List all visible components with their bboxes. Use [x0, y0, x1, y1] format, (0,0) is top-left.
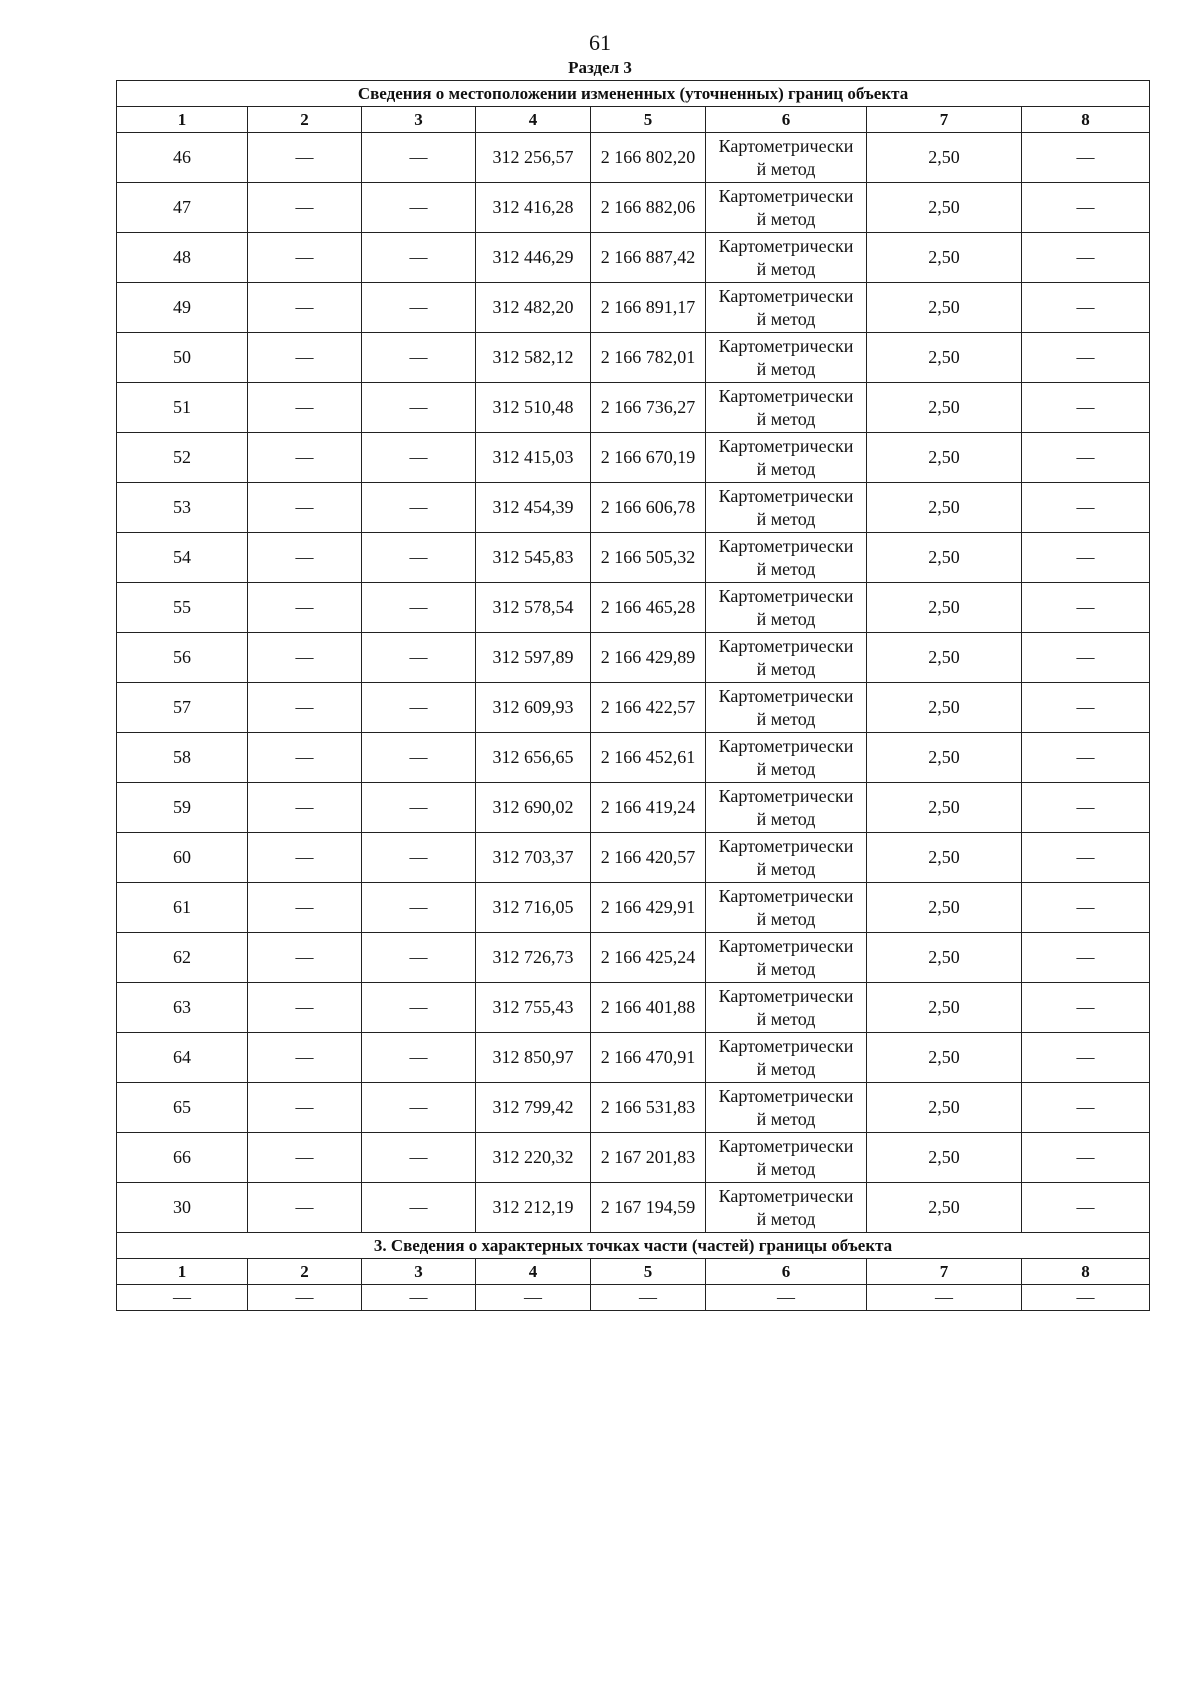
- method-cell: [706, 333, 867, 383]
- method-cell: [706, 833, 867, 883]
- point-number-cell: 59: [117, 783, 248, 833]
- column-8-cell: —: [1022, 233, 1150, 283]
- column-8-cell: —: [1022, 983, 1150, 1033]
- column-number: 5: [591, 1259, 706, 1285]
- method-line-2: й метод: [756, 908, 816, 929]
- y-coordinate-cell: 2 166 891,17: [591, 283, 706, 333]
- column-2-cell: —: [248, 733, 362, 783]
- method-cell: [706, 783, 867, 833]
- y-coordinate-cell: 2 166 401,88: [591, 983, 706, 1033]
- section-title: Раздел 3: [568, 58, 632, 77]
- table-row: [117, 583, 1150, 633]
- method-line-1: Картометрически: [718, 1035, 854, 1056]
- column-2-cell: —: [248, 983, 362, 1033]
- x-coordinate-cell: 312 545,83: [476, 533, 591, 583]
- method-cell: [706, 483, 867, 533]
- column-number: 4: [476, 1259, 591, 1285]
- table-row: [117, 783, 1150, 833]
- column-8-cell: —: [1022, 683, 1150, 733]
- table-row: [117, 1033, 1150, 1083]
- method-line-1: Картометрически: [718, 385, 854, 406]
- table-caption: 3. Сведения о характерных точках части (частей) границы объекта: [117, 1233, 1150, 1259]
- accuracy-cell: 2,50: [867, 533, 1022, 583]
- method-cell: [706, 733, 867, 783]
- table-row: [117, 883, 1150, 933]
- point-number-cell: 55: [117, 583, 248, 633]
- column-8-cell: —: [1022, 583, 1150, 633]
- column-3-cell: —: [362, 433, 476, 483]
- accuracy-cell: 2,50: [867, 333, 1022, 383]
- point-number-cell: 54: [117, 533, 248, 583]
- column-3-cell: —: [362, 983, 476, 1033]
- column-number: 5: [591, 107, 706, 133]
- column-3-cell: —: [362, 833, 476, 883]
- column-2-cell: —: [248, 583, 362, 633]
- column-3-cell: —: [362, 1083, 476, 1133]
- column-2-cell: —: [248, 1133, 362, 1183]
- accuracy-cell: 2,50: [867, 433, 1022, 483]
- column-2-cell: —: [248, 333, 362, 383]
- x-coordinate-cell: 312 220,32: [476, 1133, 591, 1183]
- column-8-cell: —: [1022, 483, 1150, 533]
- column-number: 2: [248, 107, 362, 133]
- point-number-cell: 57: [117, 683, 248, 733]
- column-3-cell: —: [362, 733, 476, 783]
- method-line-2: й метод: [756, 1008, 816, 1029]
- point-number-cell: 46: [117, 133, 248, 183]
- accuracy-cell: 2,50: [867, 133, 1022, 183]
- method-line-2: й метод: [756, 1158, 816, 1179]
- column-8-cell: —: [1022, 1033, 1150, 1083]
- y-coordinate-cell: 2 166 887,42: [591, 233, 706, 283]
- accuracy-cell: 2,50: [867, 583, 1022, 633]
- point-number-cell: 49: [117, 283, 248, 333]
- table-row: [117, 633, 1150, 683]
- table-row: [117, 283, 1150, 333]
- y-coordinate-cell: 2 166 429,91: [591, 883, 706, 933]
- x-coordinate-cell: 312 510,48: [476, 383, 591, 433]
- method-cell: [706, 883, 867, 933]
- empty-cell: —: [591, 1285, 706, 1311]
- column-8-cell: —: [1022, 883, 1150, 933]
- method-line-1: Картометрически: [718, 285, 854, 306]
- column-3-cell: —: [362, 483, 476, 533]
- y-coordinate-cell: 2 166 670,19: [591, 433, 706, 483]
- column-2-cell: —: [248, 783, 362, 833]
- accuracy-cell: 2,50: [867, 1083, 1022, 1133]
- column-number: 4: [476, 107, 591, 133]
- method-line-2: й метод: [756, 758, 816, 779]
- column-number: 3: [362, 1259, 476, 1285]
- column-8-cell: —: [1022, 183, 1150, 233]
- x-coordinate-cell: 312 703,37: [476, 833, 591, 883]
- page-number: 61: [589, 30, 611, 55]
- method-cell: [706, 1033, 867, 1083]
- accuracy-cell: 2,50: [867, 633, 1022, 683]
- column-2-cell: —: [248, 683, 362, 733]
- y-coordinate-cell: 2 166 465,28: [591, 583, 706, 633]
- point-number-cell: 60: [117, 833, 248, 883]
- method-line-2: й метод: [756, 558, 816, 579]
- x-coordinate-cell: 312 256,57: [476, 133, 591, 183]
- method-cell: [706, 683, 867, 733]
- column-3-cell: —: [362, 183, 476, 233]
- column-8-cell: —: [1022, 133, 1150, 183]
- method-line-2: й метод: [756, 508, 816, 529]
- y-coordinate-cell: 2 166 882,06: [591, 183, 706, 233]
- method-cell: [706, 133, 867, 183]
- accuracy-cell: 2,50: [867, 383, 1022, 433]
- column-number: 7: [867, 107, 1022, 133]
- method-line-1: Картометрически: [718, 635, 854, 656]
- column-2-cell: —: [248, 183, 362, 233]
- table-row: [117, 833, 1150, 883]
- y-coordinate-cell: 2 166 505,32: [591, 533, 706, 583]
- table-row: [117, 1285, 1150, 1311]
- column-3-cell: —: [362, 383, 476, 433]
- method-line-1: Картометрически: [718, 985, 854, 1006]
- method-line-2: й метод: [756, 358, 816, 379]
- column-number: 1: [117, 107, 248, 133]
- method-cell: [706, 1133, 867, 1183]
- method-line-2: й метод: [756, 408, 816, 429]
- method-line-2: й метод: [756, 708, 816, 729]
- column-3-cell: —: [362, 1183, 476, 1233]
- column-2-cell: —: [248, 433, 362, 483]
- y-coordinate-cell: 2 166 606,78: [591, 483, 706, 533]
- point-number-cell: 30: [117, 1183, 248, 1233]
- method-cell: [706, 183, 867, 233]
- column-8-cell: —: [1022, 283, 1150, 333]
- method-line-1: Картометрически: [718, 335, 854, 356]
- method-line-2: й метод: [756, 258, 816, 279]
- column-3-cell: —: [362, 533, 476, 583]
- accuracy-cell: 2,50: [867, 1033, 1022, 1083]
- method-line-2: й метод: [756, 308, 816, 329]
- empty-cell: —: [1022, 1285, 1150, 1311]
- x-coordinate-cell: 312 597,89: [476, 633, 591, 683]
- accuracy-cell: 2,50: [867, 1183, 1022, 1233]
- point-number-cell: 56: [117, 633, 248, 683]
- column-number: 2: [248, 1259, 362, 1285]
- method-line-1: Картометрически: [718, 785, 854, 806]
- column-8-cell: —: [1022, 433, 1150, 483]
- method-cell: [706, 933, 867, 983]
- y-coordinate-cell: 2 167 201,83: [591, 1133, 706, 1183]
- method-line-1: Картометрически: [718, 835, 854, 856]
- column-8-cell: —: [1022, 1183, 1150, 1233]
- column-number: 3: [362, 107, 476, 133]
- column-2-cell: —: [248, 383, 362, 433]
- y-coordinate-cell: 2 166 425,24: [591, 933, 706, 983]
- method-line-1: Картометрически: [718, 135, 854, 156]
- method-line-1: Картометрически: [718, 535, 854, 556]
- method-line-1: Картометрически: [718, 235, 854, 256]
- column-number-row: [117, 107, 1150, 133]
- table-caption: Сведения о местоположении измененных (уточненных) границ объекта: [117, 81, 1150, 107]
- column-2-cell: —: [248, 233, 362, 283]
- column-8-cell: —: [1022, 383, 1150, 433]
- x-coordinate-cell: 312 609,93: [476, 683, 591, 733]
- method-line-2: й метод: [756, 1208, 816, 1229]
- point-number-cell: 58: [117, 733, 248, 783]
- method-line-1: Картометрически: [718, 585, 854, 606]
- y-coordinate-cell: 2 166 802,20: [591, 133, 706, 183]
- method-line-2: й метод: [756, 458, 816, 479]
- column-2-cell: —: [248, 483, 362, 533]
- table-row: [117, 683, 1150, 733]
- point-number-cell: 52: [117, 433, 248, 483]
- y-coordinate-cell: 2 166 419,24: [591, 783, 706, 833]
- x-coordinate-cell: 312 690,02: [476, 783, 591, 833]
- column-number-row: [117, 1259, 1150, 1285]
- method-cell: [706, 983, 867, 1033]
- method-line-1: Картометрически: [718, 735, 854, 756]
- column-3-cell: —: [362, 633, 476, 683]
- point-number-cell: 53: [117, 483, 248, 533]
- table-row: [117, 383, 1150, 433]
- column-3-cell: —: [362, 333, 476, 383]
- column-8-cell: —: [1022, 333, 1150, 383]
- column-number: 8: [1022, 1259, 1150, 1285]
- table-row: [117, 133, 1150, 183]
- table-row: [117, 183, 1150, 233]
- method-line-1: Картометрически: [718, 1135, 854, 1156]
- x-coordinate-cell: 312 799,42: [476, 1083, 591, 1133]
- table-row: [117, 1083, 1150, 1133]
- method-cell: [706, 383, 867, 433]
- x-coordinate-cell: 312 582,12: [476, 333, 591, 383]
- column-2-cell: —: [248, 283, 362, 333]
- y-coordinate-cell: 2 166 452,61: [591, 733, 706, 783]
- table-row: [117, 733, 1150, 783]
- column-number: 1: [117, 1259, 248, 1285]
- method-line-2: й метод: [756, 858, 816, 879]
- x-coordinate-cell: 312 212,19: [476, 1183, 591, 1233]
- column-8-cell: —: [1022, 1133, 1150, 1183]
- y-coordinate-cell: 2 166 531,83: [591, 1083, 706, 1133]
- boundary-coordinates-table: [116, 80, 1150, 1311]
- method-cell: [706, 533, 867, 583]
- method-line-2: й метод: [756, 958, 816, 979]
- point-number-cell: 51: [117, 383, 248, 433]
- method-line-1: Картометрически: [718, 435, 854, 456]
- point-number-cell: 48: [117, 233, 248, 283]
- column-number: 6: [706, 1259, 867, 1285]
- method-cell: [706, 1183, 867, 1233]
- accuracy-cell: 2,50: [867, 983, 1022, 1033]
- accuracy-cell: 2,50: [867, 883, 1022, 933]
- accuracy-cell: 2,50: [867, 483, 1022, 533]
- x-coordinate-cell: 312 656,65: [476, 733, 591, 783]
- point-number-cell: 65: [117, 1083, 248, 1133]
- y-coordinate-cell: 2 166 422,57: [591, 683, 706, 733]
- accuracy-cell: 2,50: [867, 233, 1022, 283]
- empty-cell: —: [476, 1285, 591, 1311]
- method-line-1: Картометрически: [718, 885, 854, 906]
- column-2-cell: —: [248, 1033, 362, 1083]
- x-coordinate-cell: 312 415,03: [476, 433, 591, 483]
- column-3-cell: —: [362, 1033, 476, 1083]
- table-body: [117, 81, 1150, 1311]
- method-cell: [706, 283, 867, 333]
- table-row: [117, 433, 1150, 483]
- method-line-2: й метод: [756, 208, 816, 229]
- y-coordinate-cell: 2 166 782,01: [591, 333, 706, 383]
- accuracy-cell: 2,50: [867, 833, 1022, 883]
- column-2-cell: —: [248, 933, 362, 983]
- point-number-cell: 63: [117, 983, 248, 1033]
- column-3-cell: —: [362, 583, 476, 633]
- column-2-cell: —: [248, 883, 362, 933]
- empty-cell: —: [706, 1285, 867, 1311]
- column-3-cell: —: [362, 683, 476, 733]
- column-2-cell: —: [248, 133, 362, 183]
- column-8-cell: —: [1022, 633, 1150, 683]
- column-2-cell: —: [248, 1083, 362, 1133]
- point-number-cell: 64: [117, 1033, 248, 1083]
- accuracy-cell: 2,50: [867, 733, 1022, 783]
- method-line-1: Картометрически: [718, 935, 854, 956]
- accuracy-cell: 2,50: [867, 183, 1022, 233]
- point-number-cell: 66: [117, 1133, 248, 1183]
- method-line-2: й метод: [756, 808, 816, 829]
- method-line-1: Картометрически: [718, 485, 854, 506]
- empty-cell: —: [248, 1285, 362, 1311]
- accuracy-cell: 2,50: [867, 283, 1022, 333]
- table-row: [117, 1133, 1150, 1183]
- column-2-cell: —: [248, 833, 362, 883]
- table-row: [117, 333, 1150, 383]
- x-coordinate-cell: 312 454,39: [476, 483, 591, 533]
- table-row: [117, 983, 1150, 1033]
- empty-cell: —: [362, 1285, 476, 1311]
- x-coordinate-cell: 312 716,05: [476, 883, 591, 933]
- method-cell: [706, 433, 867, 483]
- column-8-cell: —: [1022, 933, 1150, 983]
- x-coordinate-cell: 312 578,54: [476, 583, 591, 633]
- column-8-cell: —: [1022, 783, 1150, 833]
- table-caption-row: [117, 81, 1150, 107]
- column-3-cell: —: [362, 133, 476, 183]
- x-coordinate-cell: 312 416,28: [476, 183, 591, 233]
- column-8-cell: —: [1022, 733, 1150, 783]
- method-line-2: й метод: [756, 658, 816, 679]
- table-row: [117, 233, 1150, 283]
- empty-cell: —: [117, 1285, 248, 1311]
- column-number: 8: [1022, 107, 1150, 133]
- method-line-1: Картометрически: [718, 1085, 854, 1106]
- point-number-cell: 50: [117, 333, 248, 383]
- method-line-2: й метод: [756, 608, 816, 629]
- method-cell: [706, 633, 867, 683]
- column-2-cell: —: [248, 533, 362, 583]
- table-row: [117, 533, 1150, 583]
- accuracy-cell: 2,50: [867, 933, 1022, 983]
- column-2-cell: —: [248, 1183, 362, 1233]
- point-number-cell: 62: [117, 933, 248, 983]
- y-coordinate-cell: 2 166 470,91: [591, 1033, 706, 1083]
- method-cell: [706, 233, 867, 283]
- point-number-cell: 61: [117, 883, 248, 933]
- method-line-1: Картометрически: [718, 685, 854, 706]
- column-3-cell: —: [362, 883, 476, 933]
- point-number-cell: 47: [117, 183, 248, 233]
- column-8-cell: —: [1022, 533, 1150, 583]
- column-3-cell: —: [362, 233, 476, 283]
- method-line-2: й метод: [756, 158, 816, 179]
- table-row: [117, 1183, 1150, 1233]
- table-caption-row: [117, 1233, 1150, 1259]
- table-row: [117, 933, 1150, 983]
- method-line-1: Картометрически: [718, 1185, 854, 1206]
- y-coordinate-cell: 2 166 736,27: [591, 383, 706, 433]
- empty-cell: —: [867, 1285, 1022, 1311]
- column-number: 6: [706, 107, 867, 133]
- accuracy-cell: 2,50: [867, 1133, 1022, 1183]
- method-line-1: Картометрически: [718, 185, 854, 206]
- column-3-cell: —: [362, 933, 476, 983]
- method-cell: [706, 583, 867, 633]
- x-coordinate-cell: 312 850,97: [476, 1033, 591, 1083]
- x-coordinate-cell: 312 446,29: [476, 233, 591, 283]
- column-8-cell: —: [1022, 833, 1150, 883]
- column-3-cell: —: [362, 783, 476, 833]
- x-coordinate-cell: 312 482,20: [476, 283, 591, 333]
- y-coordinate-cell: 2 166 429,89: [591, 633, 706, 683]
- x-coordinate-cell: 312 726,73: [476, 933, 591, 983]
- column-2-cell: —: [248, 633, 362, 683]
- method-line-2: й метод: [756, 1058, 816, 1079]
- method-cell: [706, 1083, 867, 1133]
- y-coordinate-cell: 2 166 420,57: [591, 833, 706, 883]
- x-coordinate-cell: 312 755,43: [476, 983, 591, 1033]
- method-line-2: й метод: [756, 1108, 816, 1129]
- column-3-cell: —: [362, 1133, 476, 1183]
- column-number: 7: [867, 1259, 1022, 1285]
- column-8-cell: —: [1022, 1083, 1150, 1133]
- y-coordinate-cell: 2 167 194,59: [591, 1183, 706, 1233]
- column-3-cell: —: [362, 283, 476, 333]
- table-row: [117, 483, 1150, 533]
- accuracy-cell: 2,50: [867, 783, 1022, 833]
- accuracy-cell: 2,50: [867, 683, 1022, 733]
